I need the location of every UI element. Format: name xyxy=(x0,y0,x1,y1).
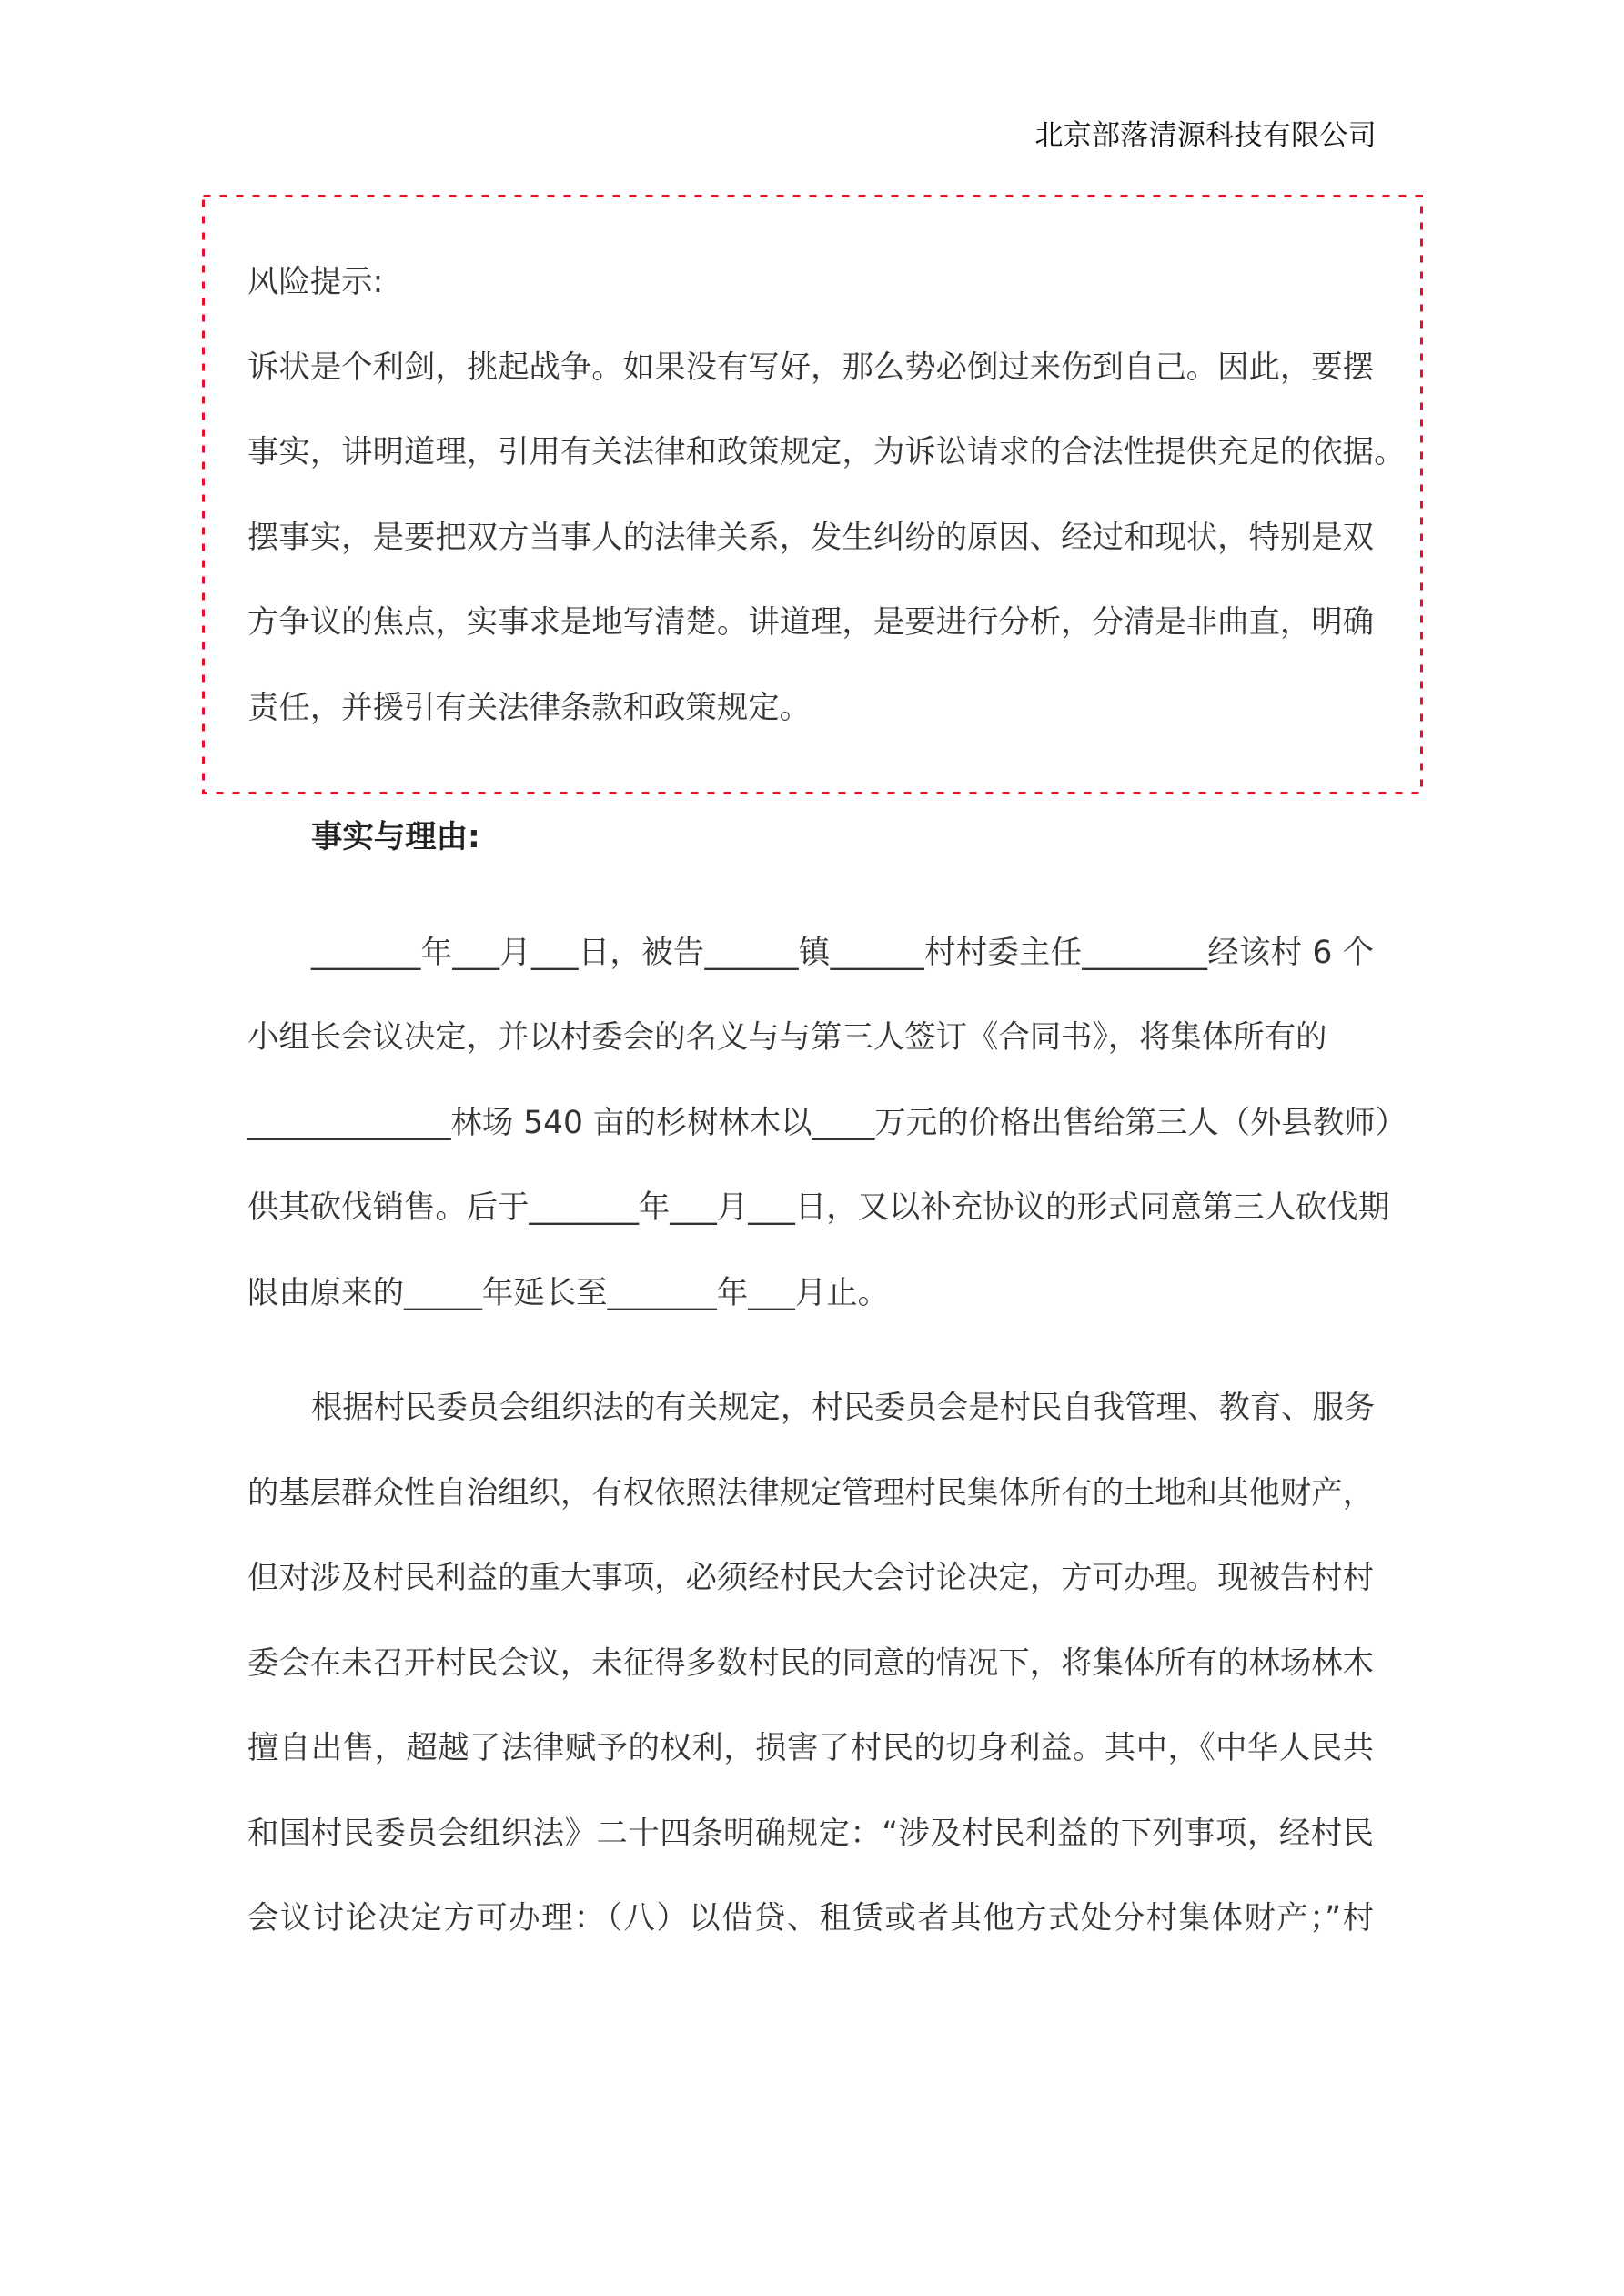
risk-notice-line: 诉状是个利剑，挑起战争。如果没有写好，那么势必倒过来伤到自己。因此，要摆 xyxy=(247,349,1375,386)
section-heading-facts-and-reasons: 事实与理由: xyxy=(311,819,480,855)
paragraph-legal-basis xyxy=(247,1366,1374,1962)
paragraph-line: 擅自出售，超越了法律赋予的权利，损害了村民的切身利益。其中，《中华人民共 xyxy=(247,1730,1374,1766)
document-body xyxy=(247,795,1407,1992)
paragraph-line: 供其砍伐销售。后于_______年___月___日，又以补充协议的形式同意第三人砍伐期 xyxy=(247,1189,1390,1226)
paragraph-line: _______年___月___日，被告______镇______村村委主任________经该村 6 个 xyxy=(311,934,1374,971)
paragraph-line: 但对涉及村民利益的重大事项，必须经村民大会讨论决定，方可办理。现被告村村 xyxy=(247,1560,1375,1596)
paragraph-facts xyxy=(247,911,1407,1337)
paragraph-line: _____________林场 540 亩的杉树林木以____万元的价格出售给第三人（外县教师） xyxy=(247,1104,1407,1141)
page-header-company: 北京部落清源科技有限公司 xyxy=(1034,119,1377,152)
risk-notice xyxy=(247,240,1406,751)
paragraph-line: 和国村民委员会组织法》二十四条明确规定：“涉及村民利益的下列事项，经村民 xyxy=(247,1815,1374,1852)
risk-notice-title: 风险提示: xyxy=(247,264,384,300)
paragraph-line: 的基层群众性自治组织，有权依照法律规定管理村民集体所有的土地和其他财产， xyxy=(247,1474,1375,1512)
paragraph-line: 限由原来的_____年延长至_______年___月止。 xyxy=(247,1274,890,1311)
paragraph-line: 委会在未召开村民会议，未征得多数村民的同意的情况下，将集体所有的林场林木 xyxy=(247,1644,1375,1682)
risk-notice-line: 方争议的焦点，实事求是地写清楚。讲道理，是要进行分析，分清是非曲直，明确 xyxy=(247,604,1375,641)
paragraph-line: 根据村民委员会组织法的有关规定，村民委员会是村民自我管理、教育、服务 xyxy=(311,1390,1376,1426)
risk-notice-line: 摆事实，是要把双方当事人的法律关系，发生纠纷的原因、经过和现状，特别是双 xyxy=(247,519,1375,556)
paragraph-line: 会议讨论决定方可办理：（八）以借贷、租赁或者其他方式处分村集体财产；”村 xyxy=(247,1900,1374,1937)
paragraph-line: 小组长会议决定，并以村委会的名义与与第三人签订《合同书》，将集体所有的 xyxy=(247,1019,1327,1056)
risk-notice-line: 事实，讲明道理，引用有关法律和政策规定，为诉讼请求的合法性提供充足的依据。 xyxy=(247,434,1406,470)
risk-notice-line: 责任，并援引有关法律条款和政策规定。 xyxy=(247,689,812,726)
